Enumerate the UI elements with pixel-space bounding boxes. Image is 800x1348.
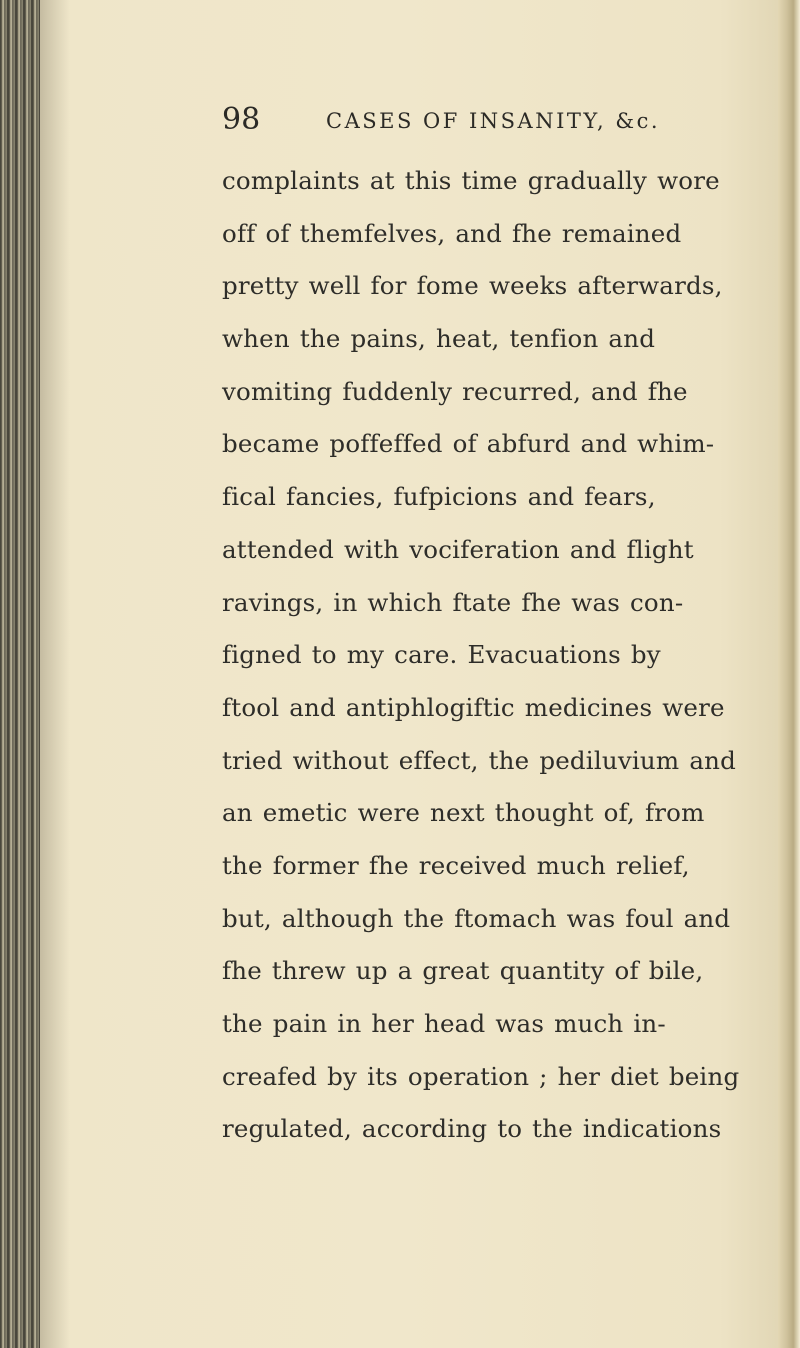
text-line: became poffeffed of abfurd and whim- <box>222 429 715 459</box>
text-line: pretty well for fome weeks afterwards, <box>222 271 723 301</box>
body-text <box>222 155 762 1156</box>
page-header <box>222 100 742 144</box>
text-line: creafed by its operation ; her diet being <box>222 1061 740 1091</box>
running-head: CASES OF INSANITY, &c. <box>326 109 661 133</box>
text-line: the former fhe received much relief, <box>222 850 690 880</box>
text-line: fhe threw up a great quantity of bile, <box>222 956 704 986</box>
text-line: complaints at this time gradually wore <box>222 166 720 195</box>
page-edge <box>778 0 800 1348</box>
text-line: when the pains, heat, tenfion and <box>222 324 656 354</box>
text-line: vomiting fuddenly recurred, and fhe <box>222 376 688 406</box>
text-line: ftool and antiphlogiftic medicines were <box>222 692 725 722</box>
text-line: regulated, according to the indications <box>222 1114 722 1144</box>
text-line: fical fancies, fufpicions and fears, <box>222 482 656 512</box>
text-line: the pain in her head was much in- <box>222 1009 666 1038</box>
page-number: 98 <box>222 102 261 137</box>
book-binding-gutter <box>0 0 40 1348</box>
gutter-shadow <box>40 0 70 1348</box>
text-line: but, although the ftomach was foul and <box>222 903 731 933</box>
text-line: an emetic were next thought of, from <box>222 798 705 828</box>
text-line: ravings, in which ftate fhe was con- <box>222 587 684 617</box>
text-line: attended with vociferation and flight <box>222 534 694 564</box>
text-line: figned to my care. Evacuations by <box>222 640 661 670</box>
text-line: tried without effect, the pediluvium and <box>222 745 737 775</box>
text-line: off of themfelves, and fhe remained <box>222 218 682 248</box>
